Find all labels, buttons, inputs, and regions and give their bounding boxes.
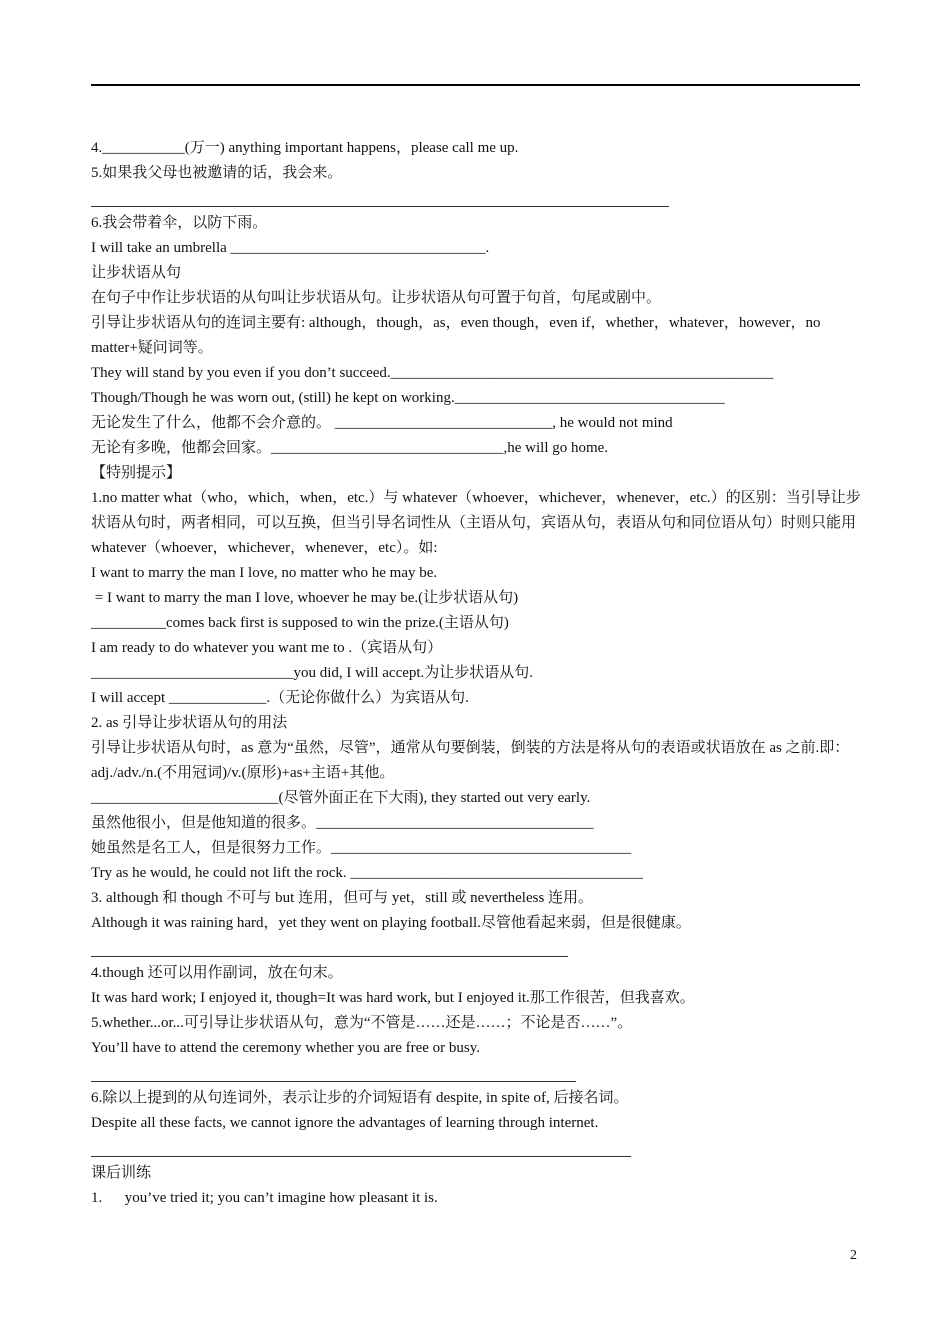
- exercise-6-answer-line: I will take an umbrella __________________________________.: [91, 240, 490, 256]
- practice-item: 1. you’ve tried it; you can’t imagine how pleasant it is.: [91, 1190, 438, 1206]
- section-heading: 课后训练: [91, 1165, 152, 1181]
- header-rule: [91, 84, 860, 86]
- section-heading: 让步状语从句: [91, 265, 182, 281]
- document-body: [91, 136, 863, 1211]
- answer-blank-line: [91, 186, 863, 211]
- example-line: Although it was raining hard，yet they went on playing football.尽管他看起来弱，但是很健康。: [91, 915, 691, 931]
- example-line: _________________________(尽管外面正在下大雨), they started out very early.: [91, 790, 591, 806]
- subsection-heading: 2. as 引导让步状语从句的用法: [91, 715, 288, 731]
- paragraph-as-usage: 引导让步状语从句时，as 意为“虽然，尽管”，通常从句要倒装，倒装的方法是将从句的表语或状语放在 as 之前.即：adj./adv./n.(不用冠词)/v.(原形)+as+主语+其他。: [91, 740, 850, 781]
- example-line: 无论有多晚，他都会回家。_______________________________,he will go home.: [91, 440, 609, 456]
- example-line: It was hard work; I enjoyed it, though=It was hard work, but I enjoyed it.那工作很苦，但我喜欢。: [91, 990, 695, 1006]
- example-line: Though/Though he was worn out, (still) he kept on working.____________________________________: [91, 390, 725, 406]
- page-number: 2: [850, 1248, 857, 1263]
- paragraph-definition: 在句子中作让步状语的从句叫让步状语从句。让步状语从句可置于句首，句尾或剧中。: [91, 290, 662, 306]
- example-line: Despite all these facts, we cannot ignore the advantages of learning through internet.: [91, 1115, 599, 1131]
- example-line: 无论发生了什么，他都不会介意的。 _____________________________, he would not mind: [91, 415, 673, 431]
- example-line: = I want to marry the man I love, whoever he may be.(让步状语从句): [91, 590, 519, 606]
- example-line: Try as he would, he could not lift the rock. _______________________________________: [91, 865, 643, 881]
- subsection-heading: 4.though 还可以用作副词，放在句末。: [91, 965, 343, 981]
- subsection-heading: 3. although 和 though 不可与 but 连用，但可与 yet，still 或 nevertheless 连用。: [91, 890, 594, 906]
- answer-blank-line: [91, 936, 863, 961]
- paragraph-conjunctions: 引导让步状语从句的连词主要有: although，though，as，even though，even if，whether，whatever，however，no matter+疑问词等。: [91, 315, 821, 356]
- subsection-heading: 6.除以上提到的从句连词外，表示让步的介词短语有 despite, in spite of, 后接名词。: [91, 1090, 629, 1106]
- answer-blank-line: [91, 1136, 863, 1161]
- answer-blank-line: [91, 1061, 863, 1086]
- example-line: ___________________________you did, I will accept.为让步状语从句.: [91, 665, 534, 681]
- exercise-6-line: 6.我会带着伞，以防下雨。: [91, 215, 268, 231]
- example-line: They will stand by you even if you don’t succeed.___________________________________________________: [91, 365, 774, 381]
- example-line: 虽然他很小，但是他知道的很多。_____________________________________: [91, 815, 594, 831]
- example-line: I want to marry the man I love, no matter who he may be.: [91, 565, 438, 581]
- example-line: You’ll have to attend the ceremony whether you are free or busy.: [91, 1040, 481, 1056]
- example-line: I am ready to do whatever you want me to .（宾语从句）: [91, 640, 443, 656]
- tip-heading: 【特别提示】: [91, 465, 182, 481]
- example-line: __________comes back first is supposed to win the prize.(主语从句): [91, 615, 509, 631]
- example-line: 她虽然是名工人，但是很努力工作。________________________________________: [91, 840, 632, 856]
- exercise-5-line: 5.如果我父母也被邀请的话，我会来。: [91, 165, 343, 181]
- tip-paragraph: 1.no matter what（who，which，when，etc.）与 whatever（whoever，whichever，whenever，etc.）的区别：当引导让步状语从句时，两者相同，可以互换，但当引导名词性从（主语从句，宾语从句，表语从句和同位语从句）时则只能用 whatever（whoever，whichever，whenever，etc）。如:: [91, 490, 861, 556]
- example-line: I will accept _____________.（无论你做什么）为宾语从句.: [91, 690, 469, 706]
- exercise-4-line: 4.___________(万一) anything important happens，please call me up.: [91, 140, 519, 156]
- subsection-heading: 5.whether...or...可引导让步状语从句，意为“不管是……还是……；不论是否……”。: [91, 1015, 633, 1031]
